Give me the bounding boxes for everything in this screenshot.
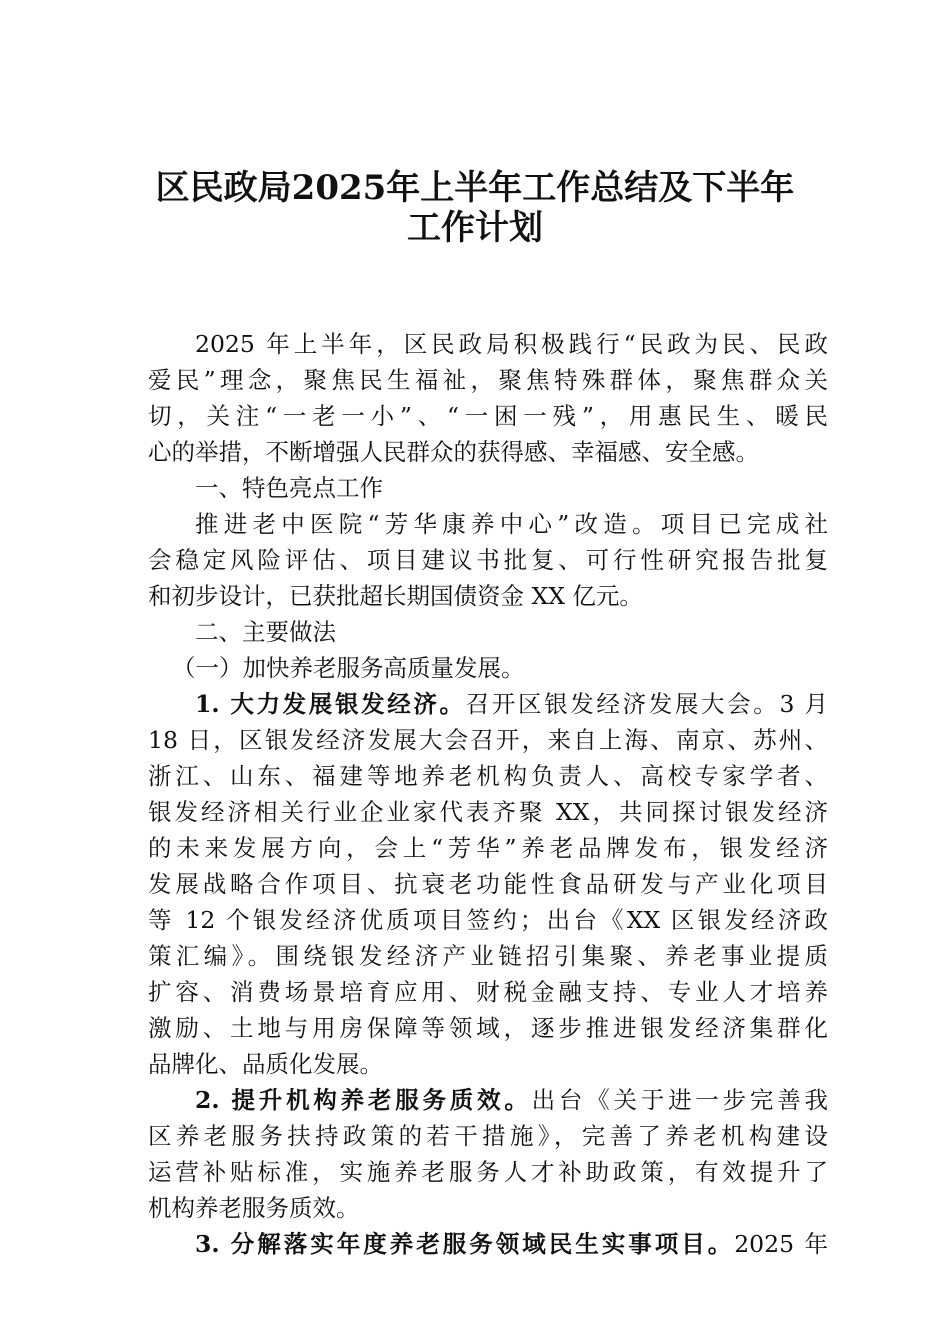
section1-line: 会稳定风险评估、项目建议书批复、可行性研究报告批复 <box>148 546 828 574</box>
item3-bold-lead: 3. 分解落实年度养老服务领域民生实事项目。 <box>195 1230 735 1258</box>
item2-line: 运营补贴标准，实施养老服务人才补助政策，有效提升了 <box>148 1158 828 1186</box>
item1-first-line <box>195 686 828 722</box>
section1-line: 和初步设计，已获批超长期国债资金 XX 亿元。 <box>148 582 643 610</box>
document-title-line-2: 工作计划 <box>407 208 543 248</box>
intro-line: 切，关注“一老一小”、“一困一残”，用惠民生、暖民 <box>148 402 828 430</box>
intro-line: 心的举措，不断增强人民群众的获得感、幸福感、安全感。 <box>148 438 759 466</box>
item1-bold-lead: 1. 大力发展银发经济。 <box>195 690 466 718</box>
item1-line: 扩容、消费场景培育应用、财税金融支持、专业人才培养 <box>148 978 828 1006</box>
item1-line: 等 12 个银发经济优质项目签约；出台《XX 区银发经济政 <box>148 906 828 934</box>
item1-line: 的未来发展方向，会上“芳华”养老品牌发布，银发经济 <box>148 834 828 862</box>
item1-line: 品牌化、品质化发展。 <box>148 1050 383 1078</box>
item2-line: 区养老服务扶持政策的若干措施》，完善了养老机构建设 <box>148 1122 828 1150</box>
intro-line: 2025 年上半年，区民政局积极践行“民政为民、民政 <box>195 330 828 358</box>
section1-line: 推进老中医院“芳华康养中心”改造。项目已完成社 <box>195 510 828 538</box>
item2-lead-rest: 出台《关于进一步完善我 <box>531 1086 828 1114</box>
item1-line: 激励、土地与用房保障等领域，逐步推进银发经济集群化 <box>148 1014 828 1042</box>
item1-lead-rest: 召开区银发经济发展大会。3 月 <box>465 690 829 718</box>
subsection-heading: （一）加快养老服务高质量发展。 <box>172 654 525 682</box>
section-heading: 二、主要做法 <box>195 618 336 646</box>
intro-line: 爱民”理念，聚焦民生福祉，聚焦特殊群体，聚焦群众关 <box>148 366 828 394</box>
item1-line: 18 日，区银发经济发展大会召开，来自上海、南京、苏州、 <box>148 726 828 754</box>
document-title-line-1: 区民政局2025年上半年工作总结及下半年 <box>155 168 795 208</box>
item1-line: 银发经济相关行业企业家代表齐聚 XX，共同探讨银发经济 <box>148 798 828 826</box>
section-heading: 一、特色亮点工作 <box>195 474 383 502</box>
item2-line: 机构养老服务质效。 <box>148 1194 360 1222</box>
item1-line: 浙江、山东、福建等地养老机构负责人、高校专家学者、 <box>148 762 828 790</box>
item3-lead-rest: 2025 年 <box>734 1230 828 1258</box>
item1-line: 策汇编》。围绕银发经济产业链招引集聚、养老事业提质 <box>148 942 828 970</box>
item2-bold-lead: 2. 提升机构养老服务质效。 <box>195 1086 532 1114</box>
item1-line: 发展战略合作项目、抗衰老功能性食品研发与产业化项目 <box>148 870 828 898</box>
item2-first-line <box>195 1082 828 1118</box>
item3-first-line <box>195 1226 828 1262</box>
